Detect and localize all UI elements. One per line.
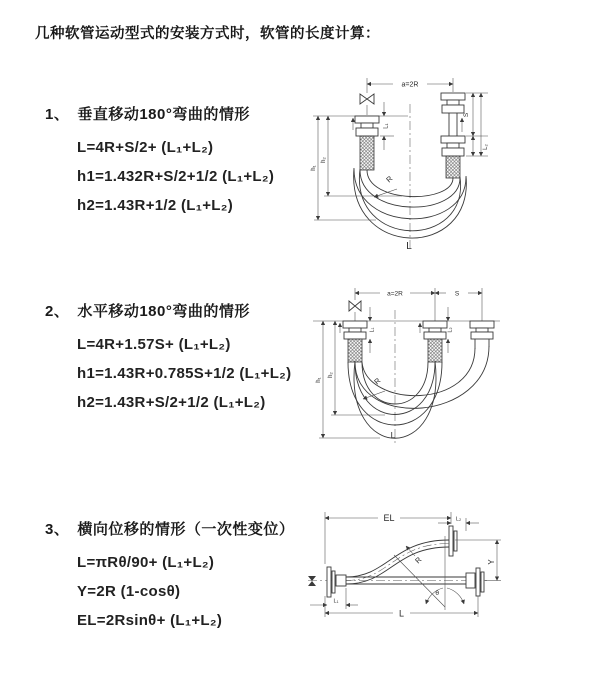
fig2-top-dimension xyxy=(355,288,482,321)
section-1 xyxy=(45,103,335,220)
formula-line: h1=1.432R+S/2+1/2 (L₁+L₂) xyxy=(77,168,275,185)
formula-line: h1=1.43R+0.785S+1/2 (L₁+L₂) xyxy=(77,365,292,382)
h-outer-dim-label: h₁ xyxy=(316,377,322,383)
figure-3-drawing xyxy=(298,498,598,648)
hose-braid xyxy=(446,156,460,178)
fit-right-dim-label: L₂ xyxy=(447,327,454,333)
figure-vertical-bend xyxy=(310,68,600,268)
span-dim-label: a=2R xyxy=(401,81,419,89)
valve-icon xyxy=(308,576,316,586)
formula-line: EL=2Rsinθ+ (L₁+L₂) xyxy=(77,612,223,629)
section-number: 3、 xyxy=(45,521,70,538)
fig3-el-dimension xyxy=(325,512,451,564)
length-label: L xyxy=(406,241,412,252)
fig3-angle-construction xyxy=(394,536,464,610)
fig3-right-flange xyxy=(466,568,484,596)
section-3 xyxy=(45,518,335,635)
fig1-left-fitting xyxy=(355,116,379,170)
length-label: L xyxy=(390,430,396,440)
hose-braid xyxy=(428,339,442,362)
section-heading: 垂直移动180°弯曲的情形 xyxy=(77,106,250,123)
figure-1-drawing xyxy=(310,68,600,268)
fig1-radius-callout xyxy=(374,174,397,197)
formula-line: L=4R+S/2+ (L₁+L₂) xyxy=(77,139,214,156)
section-number: 2、 xyxy=(45,303,70,320)
fit-left-dim-label: L₁ xyxy=(383,123,390,129)
section-heading: 水平移动180°弯曲的情形 xyxy=(77,303,250,320)
fig3-left-flange xyxy=(327,567,346,597)
figure-horizontal-bend xyxy=(310,280,600,452)
span-dim-label: a=2R xyxy=(387,290,403,298)
formula-line: h2=1.43R+1/2 (L₁+L₂) xyxy=(77,197,234,214)
section-2 xyxy=(45,300,335,417)
h-outer-dim-label: h₁ xyxy=(311,165,317,171)
fit-right-dim-label: L₂ xyxy=(455,516,462,523)
hose-braid xyxy=(348,339,362,362)
radius-label: R xyxy=(413,555,424,566)
formula-line: h2=1.43R+S/2+1/2 (L₁+L₂) xyxy=(77,394,266,411)
page-title: 几种软管运动型式的安装方式时，软管的长度计算： xyxy=(35,26,380,42)
travel-dim-label: S xyxy=(454,290,460,298)
h-inner-dim-label: h₂ xyxy=(328,372,334,378)
formula-line: L=4R+1.57S+ (L₁+L₂) xyxy=(77,336,231,353)
el-dim-label: EL xyxy=(383,513,395,523)
fit-left-dim-label: L₁ xyxy=(333,598,339,605)
fig3-radius-callout xyxy=(406,546,424,565)
section-number: 1、 xyxy=(45,106,70,123)
fig2-right-fitting xyxy=(470,321,494,349)
fig3-fit-right-dim xyxy=(438,517,479,532)
fig2-middle-fitting xyxy=(423,321,447,362)
hose-braid xyxy=(360,136,374,170)
y-dim-label: Y xyxy=(487,559,496,565)
theta-angle-label: θ xyxy=(435,590,439,597)
radius-label: R xyxy=(372,375,383,387)
h-inner-dim-label: h₂ xyxy=(321,157,327,163)
moved-hose-curve xyxy=(362,348,475,396)
fig2-hose-curves xyxy=(348,346,489,438)
section-heading: 横向位移的情形（一次性变位） xyxy=(77,521,295,538)
length-label: L xyxy=(398,608,405,619)
figure-2-drawing xyxy=(310,280,600,452)
fig2-left-fitting xyxy=(343,321,367,362)
valve-icon xyxy=(349,301,361,311)
valve-icon xyxy=(360,94,374,104)
formula-line: Y=2R (1-cosθ) xyxy=(77,583,181,600)
radius-label: R xyxy=(384,173,395,185)
fit-right-dim-label: L₂ xyxy=(483,144,489,150)
fig3-length-dimension xyxy=(325,596,478,619)
fit-left-dim-label: L₁ xyxy=(369,327,376,333)
travel-dim-label: S xyxy=(463,112,470,118)
figure-lateral-displacement xyxy=(298,498,598,648)
fig3-upper-flange xyxy=(449,526,457,556)
formula-line: L=πRθ/90+ (L₁+L₂) xyxy=(77,554,215,571)
fig1-right-fitting xyxy=(441,93,465,178)
fig1-right-dims xyxy=(463,93,489,156)
fig1-fit-length-dim xyxy=(380,102,394,150)
